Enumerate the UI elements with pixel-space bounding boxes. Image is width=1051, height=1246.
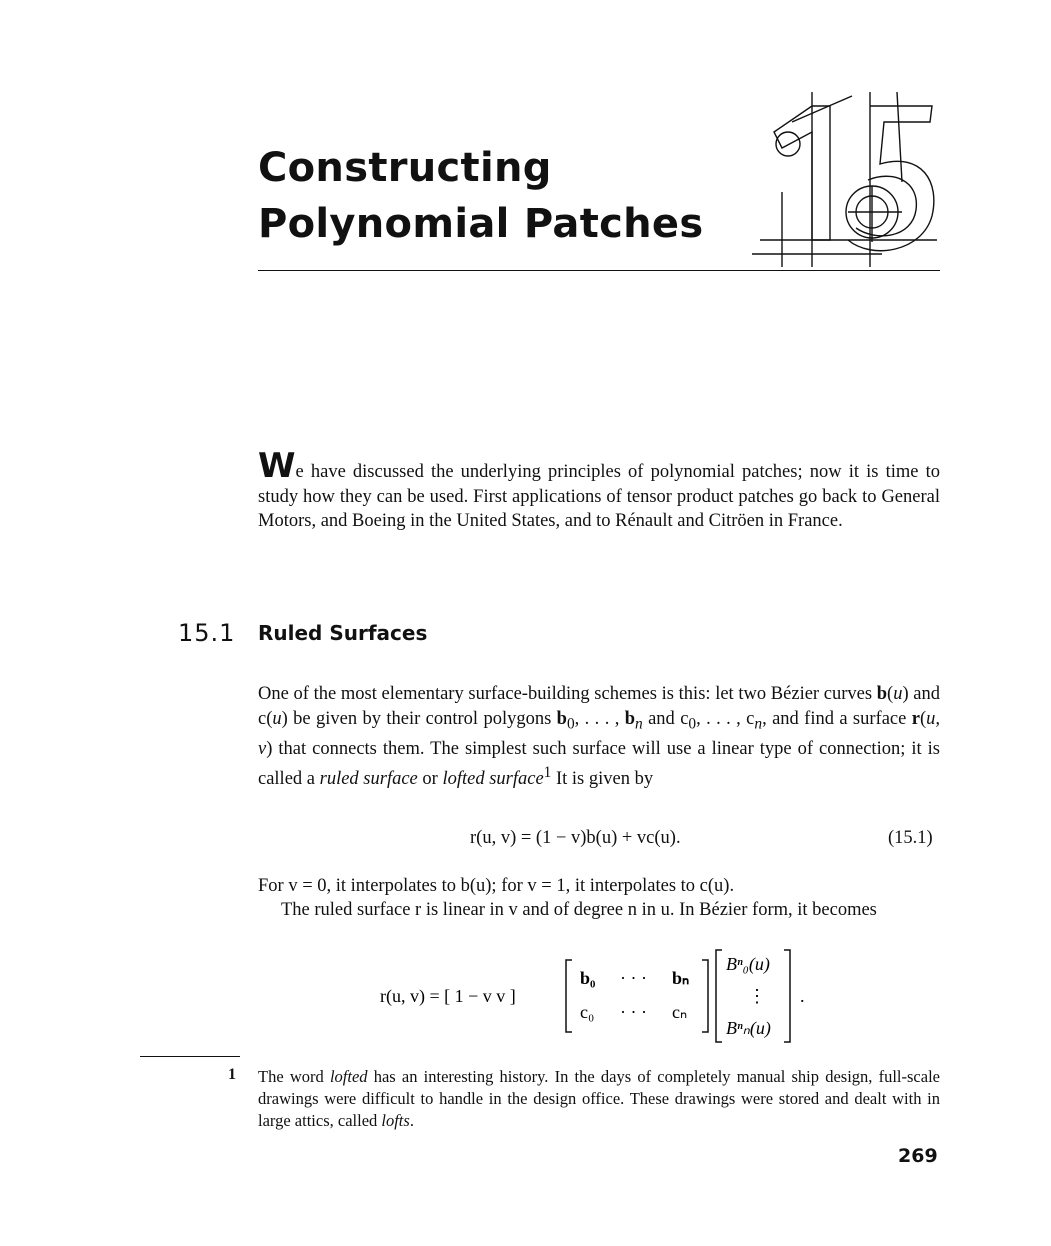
equation-number: (15.1) — [888, 828, 933, 848]
linear-sentence: The ruled surface r is linear in v and of degree n in u. In Bézier form, it becomes — [281, 900, 877, 920]
title-rule — [258, 270, 940, 271]
bezier-matrix-equation — [380, 946, 820, 1046]
intro-text: e have discussed the underlying principles of polynomial patches; now it is time to study how they can be used. First applications of tensor product patches go back to General Motors, and Boeing in the United States, and to Rénault and Citröen in France. — [258, 462, 940, 531]
footnote-mark: 1 — [228, 1066, 236, 1083]
matrix-dots-bottom: · · · — [620, 1002, 647, 1022]
matrix-dots-top: · · · — [620, 968, 647, 988]
matrix-bn: bₙ — [672, 968, 690, 988]
section-title: Ruled Surfaces — [258, 621, 428, 645]
matrix-period: . — [800, 986, 805, 1006]
vector-Bn: Bⁿₙ(u) — [726, 1018, 771, 1038]
section-number: 15.1 — [178, 619, 236, 647]
matrix-b0: b₀ — [580, 968, 596, 988]
chapter-title-line1: Constructing — [258, 145, 552, 191]
intro-paragraph — [258, 446, 940, 534]
page-number: 269 — [898, 1145, 938, 1167]
vector-vdots: ⋮ — [748, 986, 766, 1006]
footnote-text: The word lofted has an interesting history. In the days of completely manual ship design, full-scale drawings were difficult to handle in the design office. These drawings were stored and dealt with in large attics, called lofts. — [258, 1067, 940, 1130]
vector-B0: Bⁿ₀(u) — [726, 954, 770, 974]
chapter-number-art — [752, 92, 942, 272]
drop-cap: W — [258, 446, 296, 486]
chapter-title-line2: Polynomial Patches — [258, 201, 704, 247]
matrix-c0: c₀ — [580, 1002, 595, 1022]
equation-15-1: r(u, v) = (1 − v)b(u) + vc(u). — [470, 828, 681, 848]
matrix-lhs: r(u, v) = [ 1 − v v ] — [380, 986, 516, 1006]
matrix-cn: cₙ — [672, 1002, 688, 1022]
ruled-surface-paragraph: One of the most elementary surface-building schemes is this: let two Bézier curves b(u) and c(u) be given by their control polygons $b_0$, . . . , $b_n$ and $c_0$, . . . , $c_n$, and find a surface r(u, v) that connects them. The simplest such surface will use a linear type of connection; it is called a ruled surface or lofted surface$^1$ It is given by — [258, 684, 941, 790]
chapter-title — [258, 140, 703, 252]
interpolation-sentence: For v = 0, it interpolates to b(u); for v = 1, it interpolates to c(u). — [258, 876, 735, 896]
footnote-rule — [140, 1056, 240, 1057]
